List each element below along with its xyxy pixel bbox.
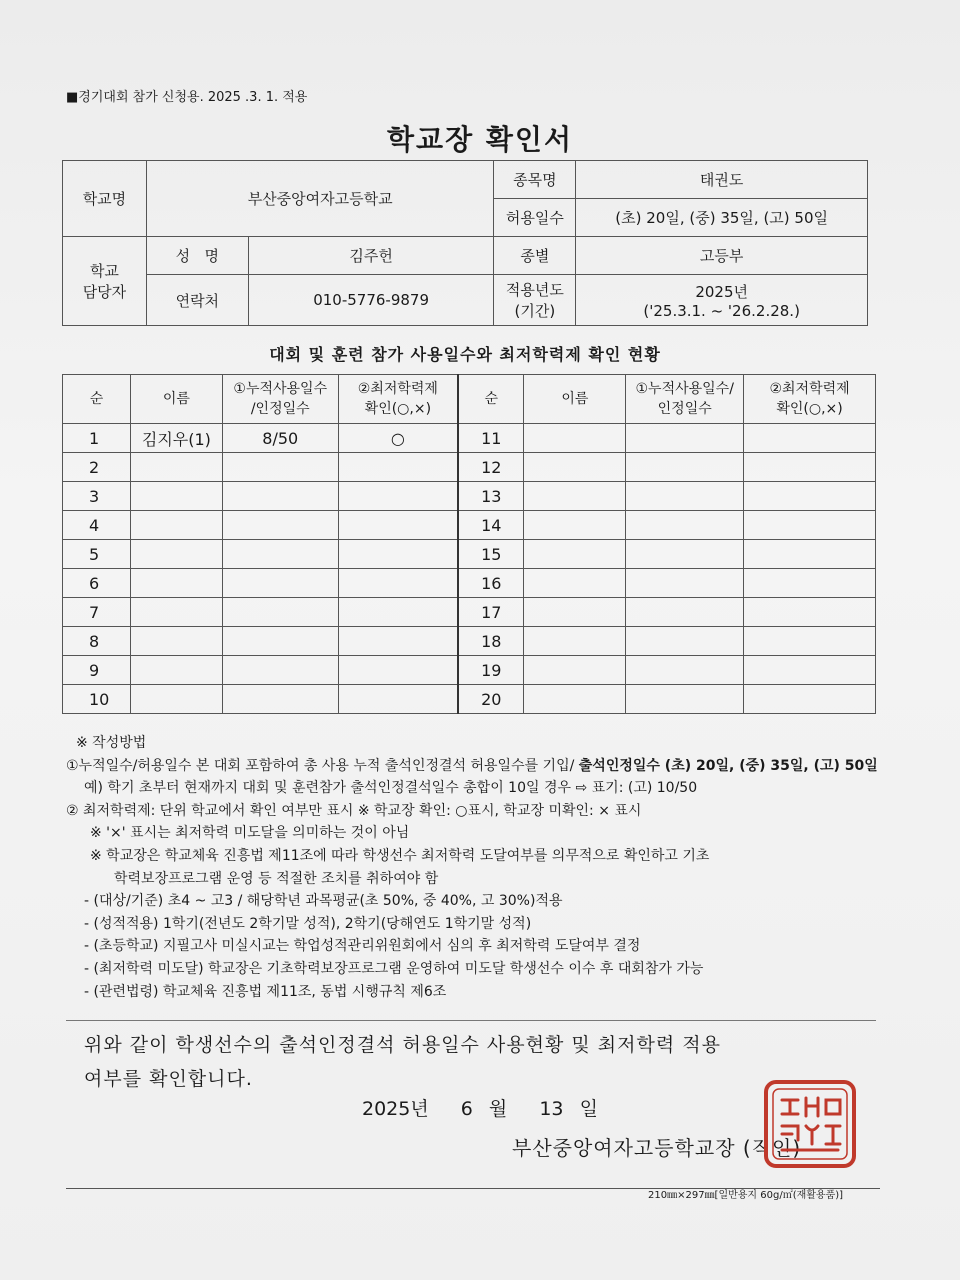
- paper-spec: 210㎜×297㎜[일반용지 60g/㎡(재활용품)]: [648, 1190, 844, 1201]
- attendance-table: [62, 374, 876, 714]
- row-days-right: [626, 424, 744, 453]
- row-no-right: 20: [458, 685, 524, 714]
- row-name-right: [524, 482, 626, 511]
- row-name-right: [524, 424, 626, 453]
- apply-year-value-line1: 2025년: [695, 282, 748, 301]
- row-check-right: [744, 424, 876, 453]
- instruction-line: ※ 학교장은 학교체육 진흥법 제11조에 따라 학생선수 최저학력 도달여부를 의무적으로 확인하고 기초: [90, 847, 710, 864]
- table-row: [63, 685, 876, 714]
- row-no-right: 19: [458, 656, 524, 685]
- table-row: [63, 656, 876, 685]
- row-name: [130, 482, 222, 511]
- col-header-name-right: 이름: [524, 375, 626, 424]
- row-days-right: [626, 656, 744, 685]
- row-name-right: [524, 598, 626, 627]
- row-no-right: 16: [458, 569, 524, 598]
- manager-label-line2: 담당자: [82, 283, 127, 301]
- col-header-days-line1: ①누적사용일수: [233, 381, 328, 397]
- row-check-right: [744, 656, 876, 685]
- row-no: 8: [63, 627, 131, 656]
- row-check: [338, 685, 458, 714]
- manager-label: [63, 237, 147, 326]
- row-check: [338, 453, 458, 482]
- row-name: [130, 453, 222, 482]
- row-no-right: 17: [458, 598, 524, 627]
- row-name-right: [524, 627, 626, 656]
- person-name-value: 김주헌: [248, 237, 494, 275]
- row-name: [130, 540, 222, 569]
- confirmation-date: 2025년 6 월 13 일: [362, 1098, 598, 1120]
- col-header-no-right: 순: [458, 375, 524, 424]
- instruction-line: 예) 학기 초부터 현재까지 대회 및 훈련참가 출석인정결석일수 총합이 10일 경우 ⇨ 표기: (고) 10/50: [84, 780, 698, 797]
- row-days-right: [626, 627, 744, 656]
- row-check: [338, 482, 458, 511]
- row-days-right: [626, 453, 744, 482]
- school-name-label: 학교명: [63, 161, 147, 237]
- row-no: 3: [63, 482, 131, 511]
- instruction-line: ※ '×' 표시는 최저학력 미도달을 의미하는 것이 아님: [90, 825, 410, 842]
- row-name: 김지우(1): [130, 424, 222, 453]
- instruction-line: - (성적적용) 1학기(전년도 2학기말 성적), 2학기(당해연도 1학기말 성적): [84, 915, 532, 932]
- row-check-right: [744, 453, 876, 482]
- row-no: 2: [63, 453, 131, 482]
- row-days: [222, 453, 338, 482]
- row-name: [130, 685, 222, 714]
- row-days-right: [626, 685, 744, 714]
- row-days: [222, 511, 338, 540]
- person-name-label: 성 명: [146, 237, 248, 275]
- row-days-right: [626, 511, 744, 540]
- row-name-right: [524, 453, 626, 482]
- row-name-right: [524, 569, 626, 598]
- row-days: [222, 627, 338, 656]
- col-header-name: 이름: [130, 375, 222, 424]
- division-label: 종별: [494, 237, 576, 275]
- row-days: [222, 482, 338, 511]
- row-days: [222, 656, 338, 685]
- row-no-right: 14: [458, 511, 524, 540]
- event-label: 종목명: [494, 161, 576, 199]
- row-name-right: [524, 656, 626, 685]
- instruction-line: ② 최저학력제: 단위 학교에서 확인 여부만 표시 ※ 학교장 확인: ○표시, 학교장 미확인: × 표시: [66, 802, 642, 819]
- instruction-line-text: ①누적일수/허용일수 본 대회 포함하여 총 사용 누적 출석인정결석 허용일수를 기입/: [66, 757, 579, 774]
- instruction-line: 학력보장프로그램 운영 등 적절한 조치를 취하여야 함: [114, 870, 439, 887]
- row-check: [338, 569, 458, 598]
- row-check: [338, 511, 458, 540]
- row-no: 1: [63, 424, 131, 453]
- row-no-right: 15: [458, 540, 524, 569]
- row-days: 8/50: [222, 424, 338, 453]
- division-value: 고등부: [576, 237, 868, 275]
- col-header-days-right-line1: ①누적사용일수/: [635, 381, 734, 397]
- row-name-right: [524, 540, 626, 569]
- form-note: ■경기대회 참가 신청용. 2025 .3. 1. 적용: [66, 90, 308, 105]
- document-title: 학교장 확인서: [386, 123, 574, 156]
- col-header-check-line2: 확인(○,×): [364, 401, 432, 417]
- table-row: [63, 627, 876, 656]
- row-check-right: [744, 540, 876, 569]
- row-days-right: [626, 540, 744, 569]
- row-check: [338, 627, 458, 656]
- table-row: [63, 540, 876, 569]
- col-header-days-right: [626, 375, 744, 424]
- col-header-check-right-line2: 확인(○,×): [776, 401, 843, 417]
- col-header-days: [222, 375, 338, 424]
- contact-value: 010-5776-9879: [248, 275, 494, 326]
- row-check-right: [744, 482, 876, 511]
- row-days: [222, 540, 338, 569]
- table-row: [63, 482, 876, 511]
- row-days-right: [626, 569, 744, 598]
- row-no: 10: [63, 685, 131, 714]
- row-no: 7: [63, 598, 131, 627]
- col-header-days-right-line2: 인정일수: [657, 401, 712, 417]
- row-check: ○: [338, 424, 458, 453]
- contact-label: 연락처: [146, 275, 248, 326]
- row-days: [222, 598, 338, 627]
- row-no-right: 12: [458, 453, 524, 482]
- row-name: [130, 656, 222, 685]
- table-row: [63, 511, 876, 540]
- school-info-table: [62, 160, 868, 326]
- manager-label-line1: 학교: [89, 262, 119, 280]
- statement-line2: 여부를 확인합니다.: [84, 1068, 253, 1090]
- table-row: [63, 453, 876, 482]
- apply-year-value: [576, 275, 868, 326]
- row-name-right: [524, 685, 626, 714]
- row-days-right: [626, 598, 744, 627]
- row-no: 4: [63, 511, 131, 540]
- col-header-no: 순: [63, 375, 131, 424]
- row-no: 9: [63, 656, 131, 685]
- divider: [66, 1020, 876, 1021]
- instruction-line: - (최저학력 미도달) 학교장은 기초학력보장프로그램 운영하여 미도달 학생선수 이수 후 대회참가 가능: [84, 960, 704, 977]
- table-row: [63, 569, 876, 598]
- row-check: [338, 656, 458, 685]
- statement-line1: 위와 같이 학생선수의 출석인정결석 허용일수 사용현황 및 최저학력 적용: [84, 1034, 721, 1056]
- instruction-line: - (초등학교) 지필고사 미실시교는 학업성적관리위원회에서 심의 후 최저학력 도달여부 결정: [84, 938, 641, 955]
- apply-year-label: [494, 275, 576, 326]
- instructions: [66, 732, 886, 1003]
- row-check-right: [744, 511, 876, 540]
- apply-year-label-line2: (기간): [514, 302, 556, 320]
- apply-year-value-line2: ('25.3.1. ~ '26.2.28.): [643, 301, 800, 320]
- col-header-check-right-line1: ②최저학력제: [769, 381, 850, 397]
- official-seal-icon: [760, 1076, 860, 1172]
- row-name-right: [524, 511, 626, 540]
- row-check: [338, 598, 458, 627]
- row-no-right: 18: [458, 627, 524, 656]
- school-name-value: 부산중앙여자고등학교: [146, 161, 494, 237]
- event-value: 태권도: [576, 161, 868, 199]
- row-name: [130, 627, 222, 656]
- instruction-line: - (대상/기준) 초4 ~ 고3 / 해당학년 과목평균(초 50%, 중 40%, 고 30%)적용: [84, 893, 563, 910]
- row-check-right: [744, 598, 876, 627]
- row-check-right: [744, 569, 876, 598]
- table-row: [63, 424, 876, 453]
- col-header-check: [338, 375, 458, 424]
- row-check-right: [744, 627, 876, 656]
- table-row: [63, 598, 876, 627]
- row-check: [338, 540, 458, 569]
- row-days: [222, 569, 338, 598]
- section-title: 대회 및 훈련 참가 사용일수와 최저학력제 확인 현황: [269, 345, 661, 364]
- col-header-check-line1: ②최저학력제: [357, 381, 438, 397]
- row-no-right: 13: [458, 482, 524, 511]
- instruction-line-bold: 출석인정일수 (초) 20일, (중) 35일, (고) 50일: [578, 757, 878, 774]
- row-no: 6: [63, 569, 131, 598]
- col-header-check-right: [744, 375, 876, 424]
- row-check-right: [744, 685, 876, 714]
- col-header-days-line2: /인정일수: [250, 401, 310, 417]
- row-days: [222, 685, 338, 714]
- row-name: [130, 569, 222, 598]
- row-name: [130, 511, 222, 540]
- row-no-right: 11: [458, 424, 524, 453]
- allowed-days-label: 허용일수: [494, 199, 576, 237]
- apply-year-label-line1: 적용년도: [505, 281, 564, 299]
- instruction-line: - (관련법령) 학교체육 진흥법 제11조, 동법 시행규칙 제6조: [84, 983, 447, 1000]
- row-name: [130, 598, 222, 627]
- allowed-days-value: (초) 20일, (중) 35일, (고) 50일: [576, 199, 868, 237]
- row-days-right: [626, 482, 744, 511]
- instructions-heading: ※ 작성방법: [76, 735, 147, 751]
- instruction-line: [66, 755, 886, 778]
- row-no: 5: [63, 540, 131, 569]
- principal-signature: 부산중앙여자고등학교장 (직인): [512, 1136, 802, 1160]
